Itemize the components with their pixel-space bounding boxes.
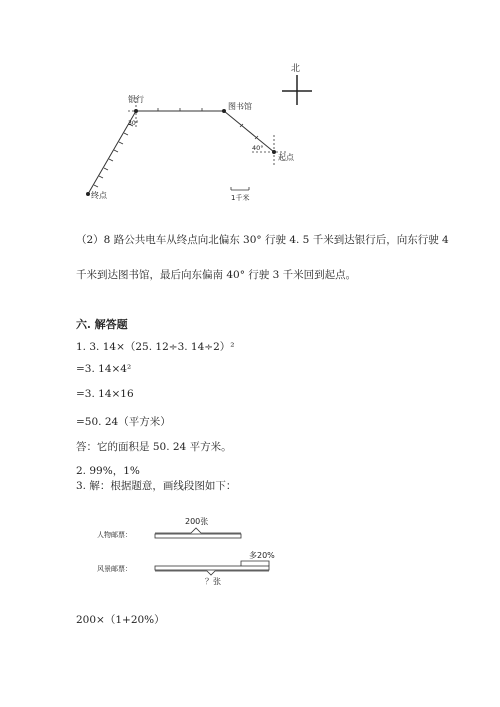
- map-figure: [80, 55, 320, 215]
- route-ticks: [94, 124, 133, 187]
- section6-title: 六. 解答题: [76, 318, 128, 331]
- answer2-line2: 千米到达图书馆，最后向东偏南 40° 行驶 3 千米回到起点。: [76, 269, 357, 281]
- scale-label: 1千米: [231, 194, 250, 202]
- row2-label: 风景邮票：: [97, 565, 132, 573]
- bank-point: [134, 109, 138, 113]
- bank-angle-label: 30°: [128, 120, 139, 127]
- final-formula: 200×（1+20%）: [76, 614, 165, 626]
- q2-answer: 2. 99%，1%: [76, 465, 140, 477]
- answer2-line1: （2）8 路公共电车从终点向北偏东 30° 行驶 4. 5 千米到达银行后，向东行驶 4: [76, 234, 449, 246]
- end-label: 终点: [91, 191, 107, 200]
- row2-value: ？张: [205, 577, 221, 586]
- library-label: 图书馆: [228, 102, 252, 111]
- route-library-to-start: [224, 111, 274, 152]
- north-label: 北: [291, 64, 301, 74]
- row2-extra-brace: [241, 561, 269, 566]
- start-angle-label: 40°: [252, 144, 264, 152]
- start-label: 起点: [278, 153, 294, 162]
- row2-brace: [155, 571, 269, 575]
- row2-extra: 多20%: [249, 551, 275, 560]
- row1-value: 200张: [185, 517, 209, 526]
- row2-bar: [155, 566, 269, 570]
- bank-label: 银行: [128, 95, 144, 104]
- q1-line3: =3. 14×16: [76, 388, 134, 400]
- q1-answer: 答：它的面积是 50. 24 平方米。: [76, 441, 232, 453]
- q1-line1: 1. 3. 14×（25. 12÷3. 14÷2）²: [76, 341, 235, 353]
- q1-line2: =3. 14×4²: [76, 363, 132, 375]
- row1-label: 人物邮票：: [97, 531, 132, 539]
- row1-brace: [155, 528, 241, 533]
- row1-bar: [155, 534, 241, 538]
- end-point: [86, 192, 90, 196]
- start-point: [272, 150, 276, 154]
- segment-diagram: [95, 508, 285, 588]
- q1-line4: =50. 24（平方米）: [76, 416, 171, 428]
- q3-intro: 3. 解：根据题意，画线段图如下：: [76, 480, 237, 492]
- library-point: [222, 109, 226, 113]
